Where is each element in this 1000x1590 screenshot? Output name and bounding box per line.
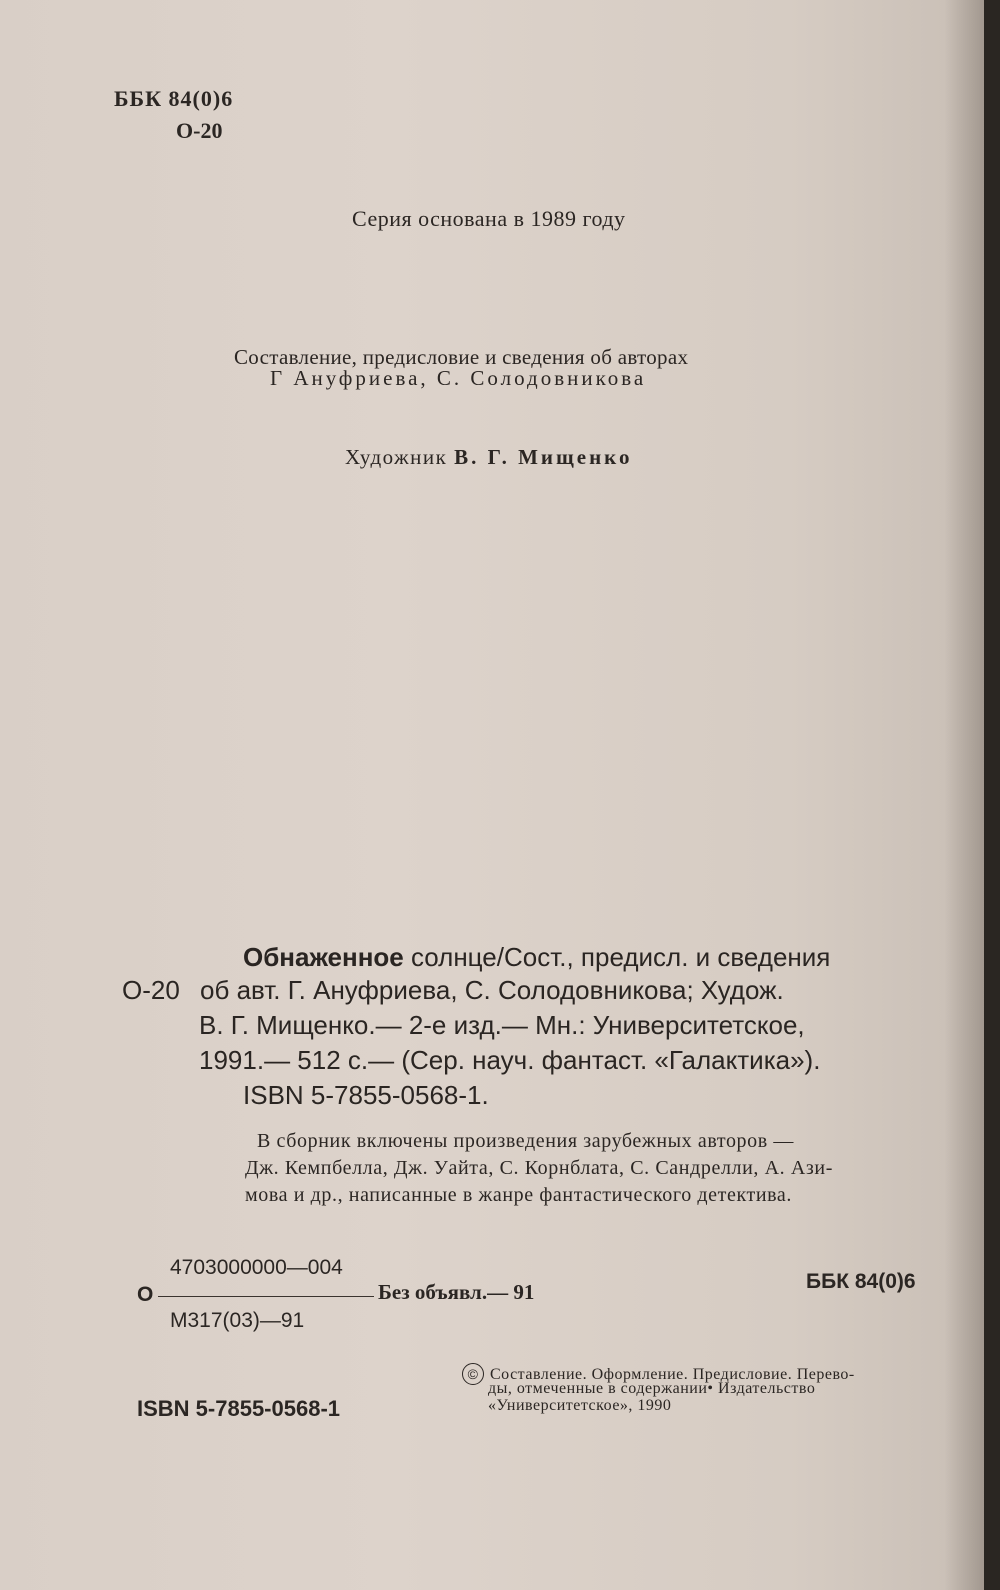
catalog-title-line: [243, 942, 830, 973]
copyright-line-2: ды, отмеченные в содержании• Издательство: [488, 1380, 816, 1397]
copyright-text-1: Составление. Оформление. Предисловие. Перево-: [490, 1366, 855, 1383]
price-note: Без объявл.— 91: [378, 1280, 535, 1304]
imprint-denominator: М317(03)—91: [170, 1309, 305, 1332]
artist-credit: [345, 445, 633, 470]
catalog-isbn: ISBN 5-7855-0568-1.: [243, 1080, 489, 1110]
isbn-bottom: ISBN 5-7855-0568-1: [137, 1396, 341, 1421]
catalog-index: О-20: [122, 975, 180, 1005]
artist-label: Художник: [345, 445, 448, 469]
copyright-icon: ©: [462, 1363, 484, 1385]
catalog-title: Обнаженное: [243, 942, 404, 972]
bbk-code: ББК 84(0)6: [114, 86, 234, 111]
fraction-line: [158, 1296, 374, 1297]
annotation-line-2: Дж. Кемпбелла, Дж. Уайта, С. Корнблата, С. Сандрелли, А. Ази-: [245, 1157, 833, 1179]
page-spine-shadow: [944, 0, 984, 1590]
series-note: Серия основана в 1989 году: [352, 206, 626, 231]
catalog-line-4: 1991.— 512 с.— (Сер. науч. фантаст. «Галактика»).: [199, 1045, 821, 1075]
bbk-code-bottom: ББК 84(0)6: [806, 1270, 916, 1293]
compilation-credit: Составление, предисловие и сведения об авторах: [234, 345, 689, 369]
annotation-line-1: В сборник включены произведения зарубежных авторов —: [257, 1130, 795, 1152]
annotation-line-3: мова и др., написанные в жанре фантастического детектива.: [245, 1184, 793, 1206]
imprint-numerator: 4703000000—004: [170, 1256, 343, 1279]
catalog-line1: солнце/Сост., предисл. и сведения: [403, 942, 831, 972]
imprint-letter: О: [137, 1283, 154, 1306]
catalog-line-3: В. Г. Мищенко.— 2-е изд.— Мн.: Университетское,: [199, 1010, 805, 1040]
author-index: О-20: [176, 118, 223, 143]
catalog-line-2: [122, 975, 784, 1006]
compilation-authors: Г Ануфриева, С. Солодовникова: [270, 366, 647, 390]
catalog-line2: об авт. Г. Ануфриева, С. Солодовникова; Худож.: [200, 975, 784, 1005]
copyright-line-3: «Университетское», 1990: [488, 1397, 672, 1414]
artist-name: В. Г. Мищенко: [454, 445, 633, 469]
